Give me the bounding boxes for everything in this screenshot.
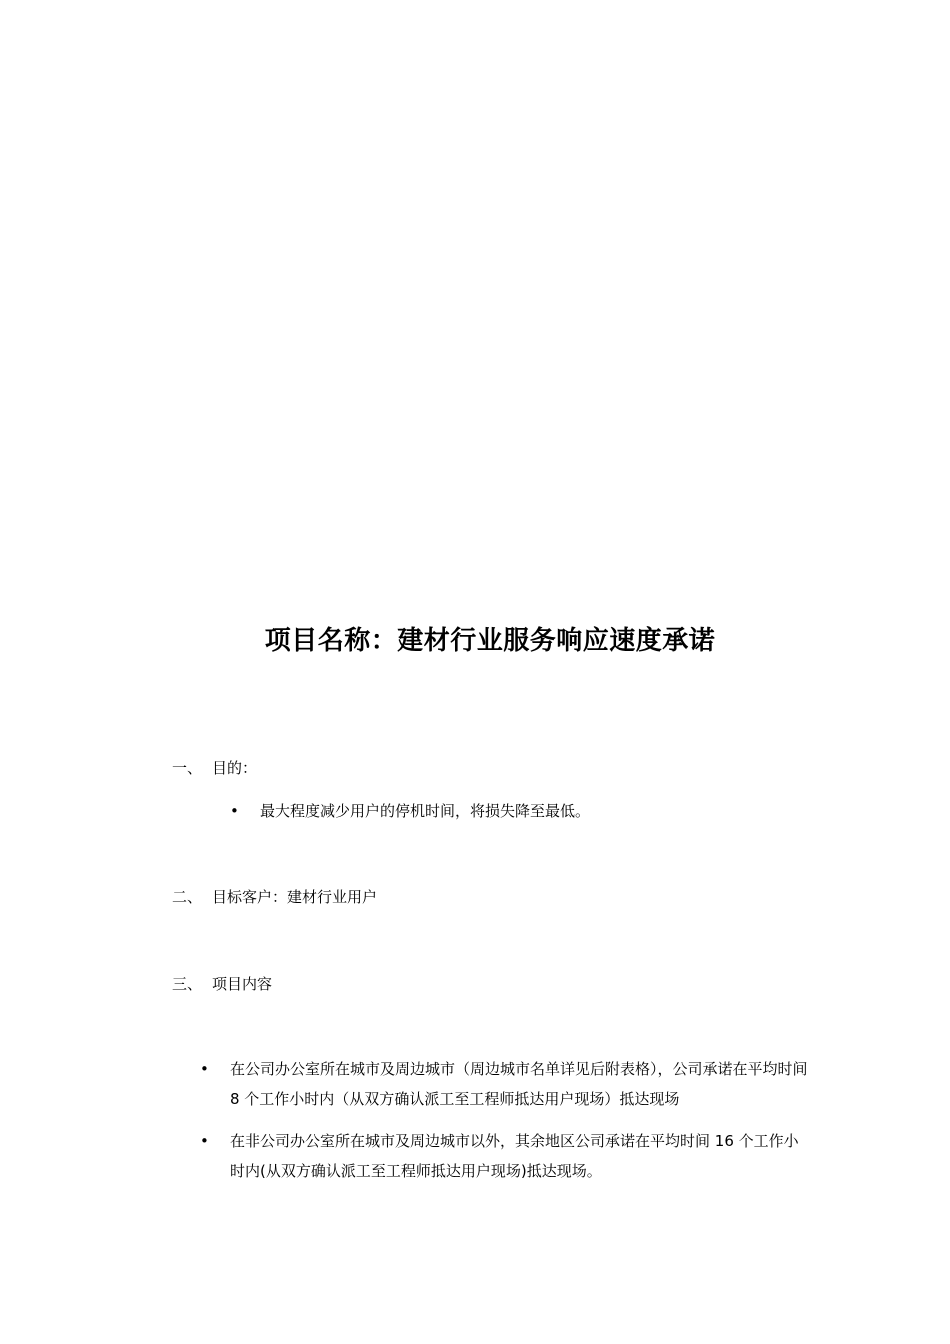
section-2-number: 二、 — [172, 888, 203, 906]
section-3-title: 项目内容 — [212, 975, 273, 993]
bullet-icon: • — [200, 1060, 209, 1078]
section-3-heading — [172, 974, 272, 994]
section-1-heading — [172, 758, 257, 778]
document-title: 项目名称：建材行业服务响应速度承诺 — [264, 626, 716, 656]
section-1-bullet-1 — [230, 796, 830, 826]
bullet-icon: • — [230, 802, 239, 820]
section-3-bullet-1-text: 在公司办公室所在城市及周边城市（周边城市名单详见后附表格），公司承诺在平均时间 8 个工作小时内（从双方确认派工至工程师抵达用户现场）抵达现场 — [230, 1060, 808, 1108]
section-3-number: 三、 — [172, 975, 203, 993]
section-3-bullet-2 — [200, 1126, 812, 1186]
section-1-bullet-1-text: 最大程度减少用户的停机时间，将损失降至最低。 — [260, 802, 591, 820]
section-3-bullet-2-text: 在非公司办公室所在城市及周边城市以外，其余地区公司承诺在平均时间 16 个工作小时内(从双方确认派工至工程师抵达用户现场)抵达现场。 — [230, 1132, 799, 1180]
section-1-number: 一、 — [172, 759, 203, 777]
section-2-title: 目标客户：建材行业用户 — [212, 888, 378, 906]
section-2-heading — [172, 887, 377, 907]
section-3-bullet-1 — [200, 1054, 812, 1114]
section-1-title: 目的： — [212, 759, 258, 777]
bullet-icon: • — [200, 1132, 209, 1150]
